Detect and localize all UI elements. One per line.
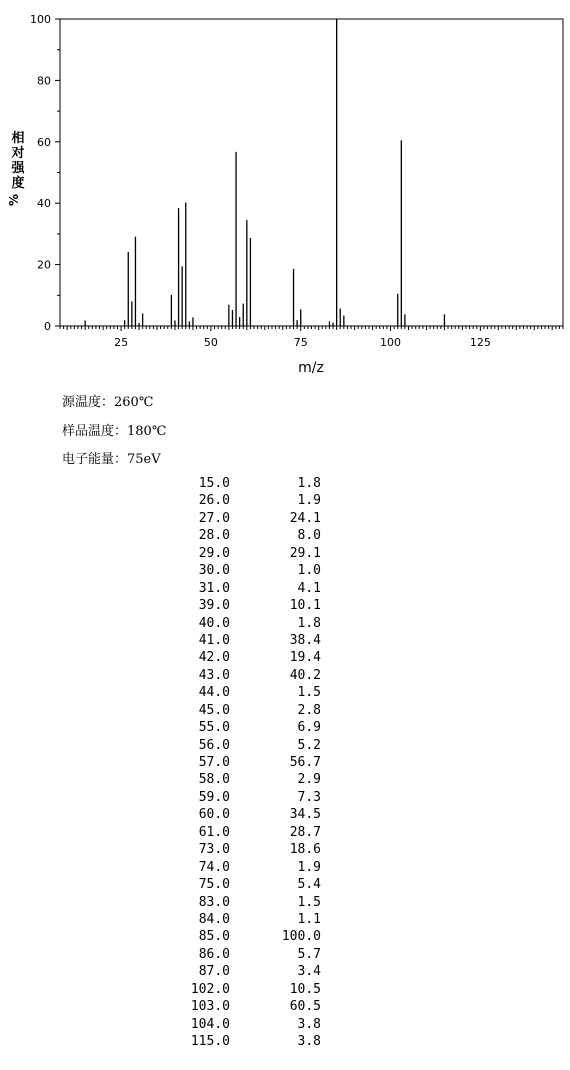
table-row: [150, 841, 321, 858]
sample-temperature-value: 180℃: [127, 424, 167, 439]
mz-value: 40.0: [198, 615, 230, 631]
table-row: [150, 946, 321, 963]
table-row: [150, 963, 321, 980]
intensity-value: 34.5: [289, 807, 321, 823]
intensity-value: 1.8: [297, 615, 321, 631]
table-row: [150, 597, 321, 614]
table-row: [150, 615, 321, 632]
sample-temperature-label: 样品温度：: [62, 424, 128, 439]
mz-value: 73.0: [198, 842, 230, 858]
table-row: [150, 684, 321, 701]
x-axis-label: m/z: [298, 360, 324, 376]
intensity-value: 3.8: [297, 1016, 321, 1032]
y-axis-unit: %: [7, 193, 21, 207]
table-row: [150, 876, 321, 893]
table-row: [150, 492, 321, 509]
intensity-value: 4.1: [297, 580, 321, 596]
mz-value: 29.0: [198, 545, 230, 561]
x-tick-label: 50: [203, 336, 218, 349]
x-tick-label: 125: [469, 336, 491, 349]
mz-value: 15.0: [198, 476, 230, 491]
mz-value: 103.0: [190, 999, 230, 1015]
y-tick-label: 0: [44, 320, 51, 333]
mz-value: 44.0: [198, 685, 230, 701]
intensity-value: 2.8: [297, 702, 321, 718]
table-row: [150, 859, 321, 876]
intensity-value: 40.2: [289, 667, 321, 683]
peak-table: [150, 475, 321, 1050]
table-row: [150, 998, 321, 1015]
mz-value: 84.0: [198, 911, 230, 927]
intensity-value: 6.9: [297, 720, 321, 736]
intensity-value: 5.2: [297, 737, 321, 753]
mz-value: 26.0: [198, 493, 230, 509]
mz-value: 31.0: [198, 580, 230, 596]
mz-value: 55.0: [198, 720, 230, 736]
intensity-value: 1.5: [297, 685, 321, 701]
mz-value: 86.0: [198, 946, 230, 962]
table-row: [150, 475, 321, 492]
table-row: [150, 824, 321, 841]
intensity-value: 56.7: [289, 755, 321, 770]
x-tick-label: 100: [380, 336, 402, 349]
mz-value: 30.0: [198, 563, 230, 579]
mz-value: 87.0: [198, 964, 230, 980]
y-tick-label: 100: [30, 13, 51, 26]
mz-value: 28.0: [198, 528, 230, 544]
source-temperature-value: 260℃: [114, 395, 154, 410]
intensity-value: 1.8: [297, 476, 321, 491]
mz-value: 75.0: [198, 877, 230, 893]
x-axis-ticks: [60, 326, 563, 349]
y-axis-ticks: [30, 13, 60, 333]
mz-value: 59.0: [198, 789, 230, 805]
x-tick-label: 25: [114, 336, 129, 349]
table-row: [150, 894, 321, 911]
table-row: [150, 649, 321, 666]
electron-energy-label: 电子能量：: [62, 452, 128, 467]
mz-value: 61.0: [198, 824, 230, 840]
intensity-value: 10.5: [289, 981, 321, 997]
y-tick-label: 60: [37, 135, 51, 149]
table-row: [150, 562, 321, 579]
table-row: [150, 545, 321, 562]
source-temperature: [62, 395, 153, 411]
mz-value: 41.0: [198, 632, 230, 648]
sample-temperature: [62, 424, 166, 440]
table-row: [150, 667, 321, 684]
table-row: [150, 754, 321, 771]
mz-value: 58.0: [198, 772, 230, 788]
table-row: [150, 527, 321, 544]
intensity-value: 1.0: [297, 563, 321, 579]
intensity-value: 1.9: [297, 859, 321, 875]
mz-value: 74.0: [198, 859, 230, 875]
intensity-value: 7.3: [297, 789, 321, 805]
intensity-value: 5.4: [297, 877, 321, 893]
intensity-value: 28.7: [289, 824, 321, 840]
mz-value: 56.0: [198, 737, 230, 753]
intensity-value: 19.4: [289, 650, 321, 666]
mz-value: 115.0: [190, 1034, 230, 1049]
intensity-value: 8.0: [297, 528, 321, 544]
mz-value: 83.0: [198, 894, 230, 910]
intensity-value: 24.1: [289, 510, 321, 526]
y-tick-label: 20: [37, 258, 51, 272]
y-tick-label: 40: [37, 197, 51, 211]
table-row: [150, 789, 321, 806]
table-row: [150, 928, 321, 945]
intensity-value: 10.1: [289, 598, 321, 614]
table-row: [150, 1016, 321, 1033]
mz-value: 43.0: [198, 667, 230, 683]
electron-energy-value: 75eV: [127, 452, 161, 467]
intensity-value: 1.9: [297, 493, 321, 509]
intensity-value: 3.4: [297, 964, 321, 980]
y-axis-label: 相对强度: [11, 131, 25, 191]
mz-value: 45.0: [198, 702, 230, 718]
intensity-value: 29.1: [289, 545, 321, 561]
intensity-value: 5.7: [297, 946, 321, 962]
table-row: [150, 981, 321, 998]
intensity-value: 3.8: [297, 1034, 321, 1049]
intensity-value: 100.0: [281, 929, 321, 945]
source-temperature-label: 源温度：: [62, 395, 115, 410]
mz-value: 57.0: [198, 755, 230, 770]
table-row: [150, 632, 321, 649]
table-row: [150, 806, 321, 823]
intensity-value: 18.6: [289, 842, 321, 858]
intensity-value: 1.5: [297, 894, 321, 910]
electron-energy: [62, 452, 161, 468]
y-tick-label: 80: [37, 74, 51, 88]
mz-value: 39.0: [198, 598, 230, 614]
table-row: [150, 911, 321, 928]
mz-value: 104.0: [190, 1016, 230, 1032]
mz-value: 102.0: [190, 981, 230, 997]
table-row: [150, 1033, 321, 1050]
mz-value: 60.0: [198, 807, 230, 823]
mz-value: 85.0: [198, 929, 230, 945]
table-row: [150, 580, 321, 597]
table-row: [150, 510, 321, 527]
mass-spectrum-chart: [0, 0, 570, 380]
mz-value: 42.0: [198, 650, 230, 666]
table-row: [150, 702, 321, 719]
intensity-value: 2.9: [297, 772, 321, 788]
spectrum-bars: [85, 19, 444, 326]
table-row: [150, 737, 321, 754]
intensity-value: 38.4: [289, 632, 321, 648]
x-tick-label: 75: [293, 336, 308, 349]
table-row: [150, 771, 321, 788]
table-row: [150, 719, 321, 736]
intensity-value: 60.5: [289, 999, 321, 1015]
mz-value: 27.0: [198, 510, 230, 526]
intensity-value: 1.1: [297, 911, 321, 927]
